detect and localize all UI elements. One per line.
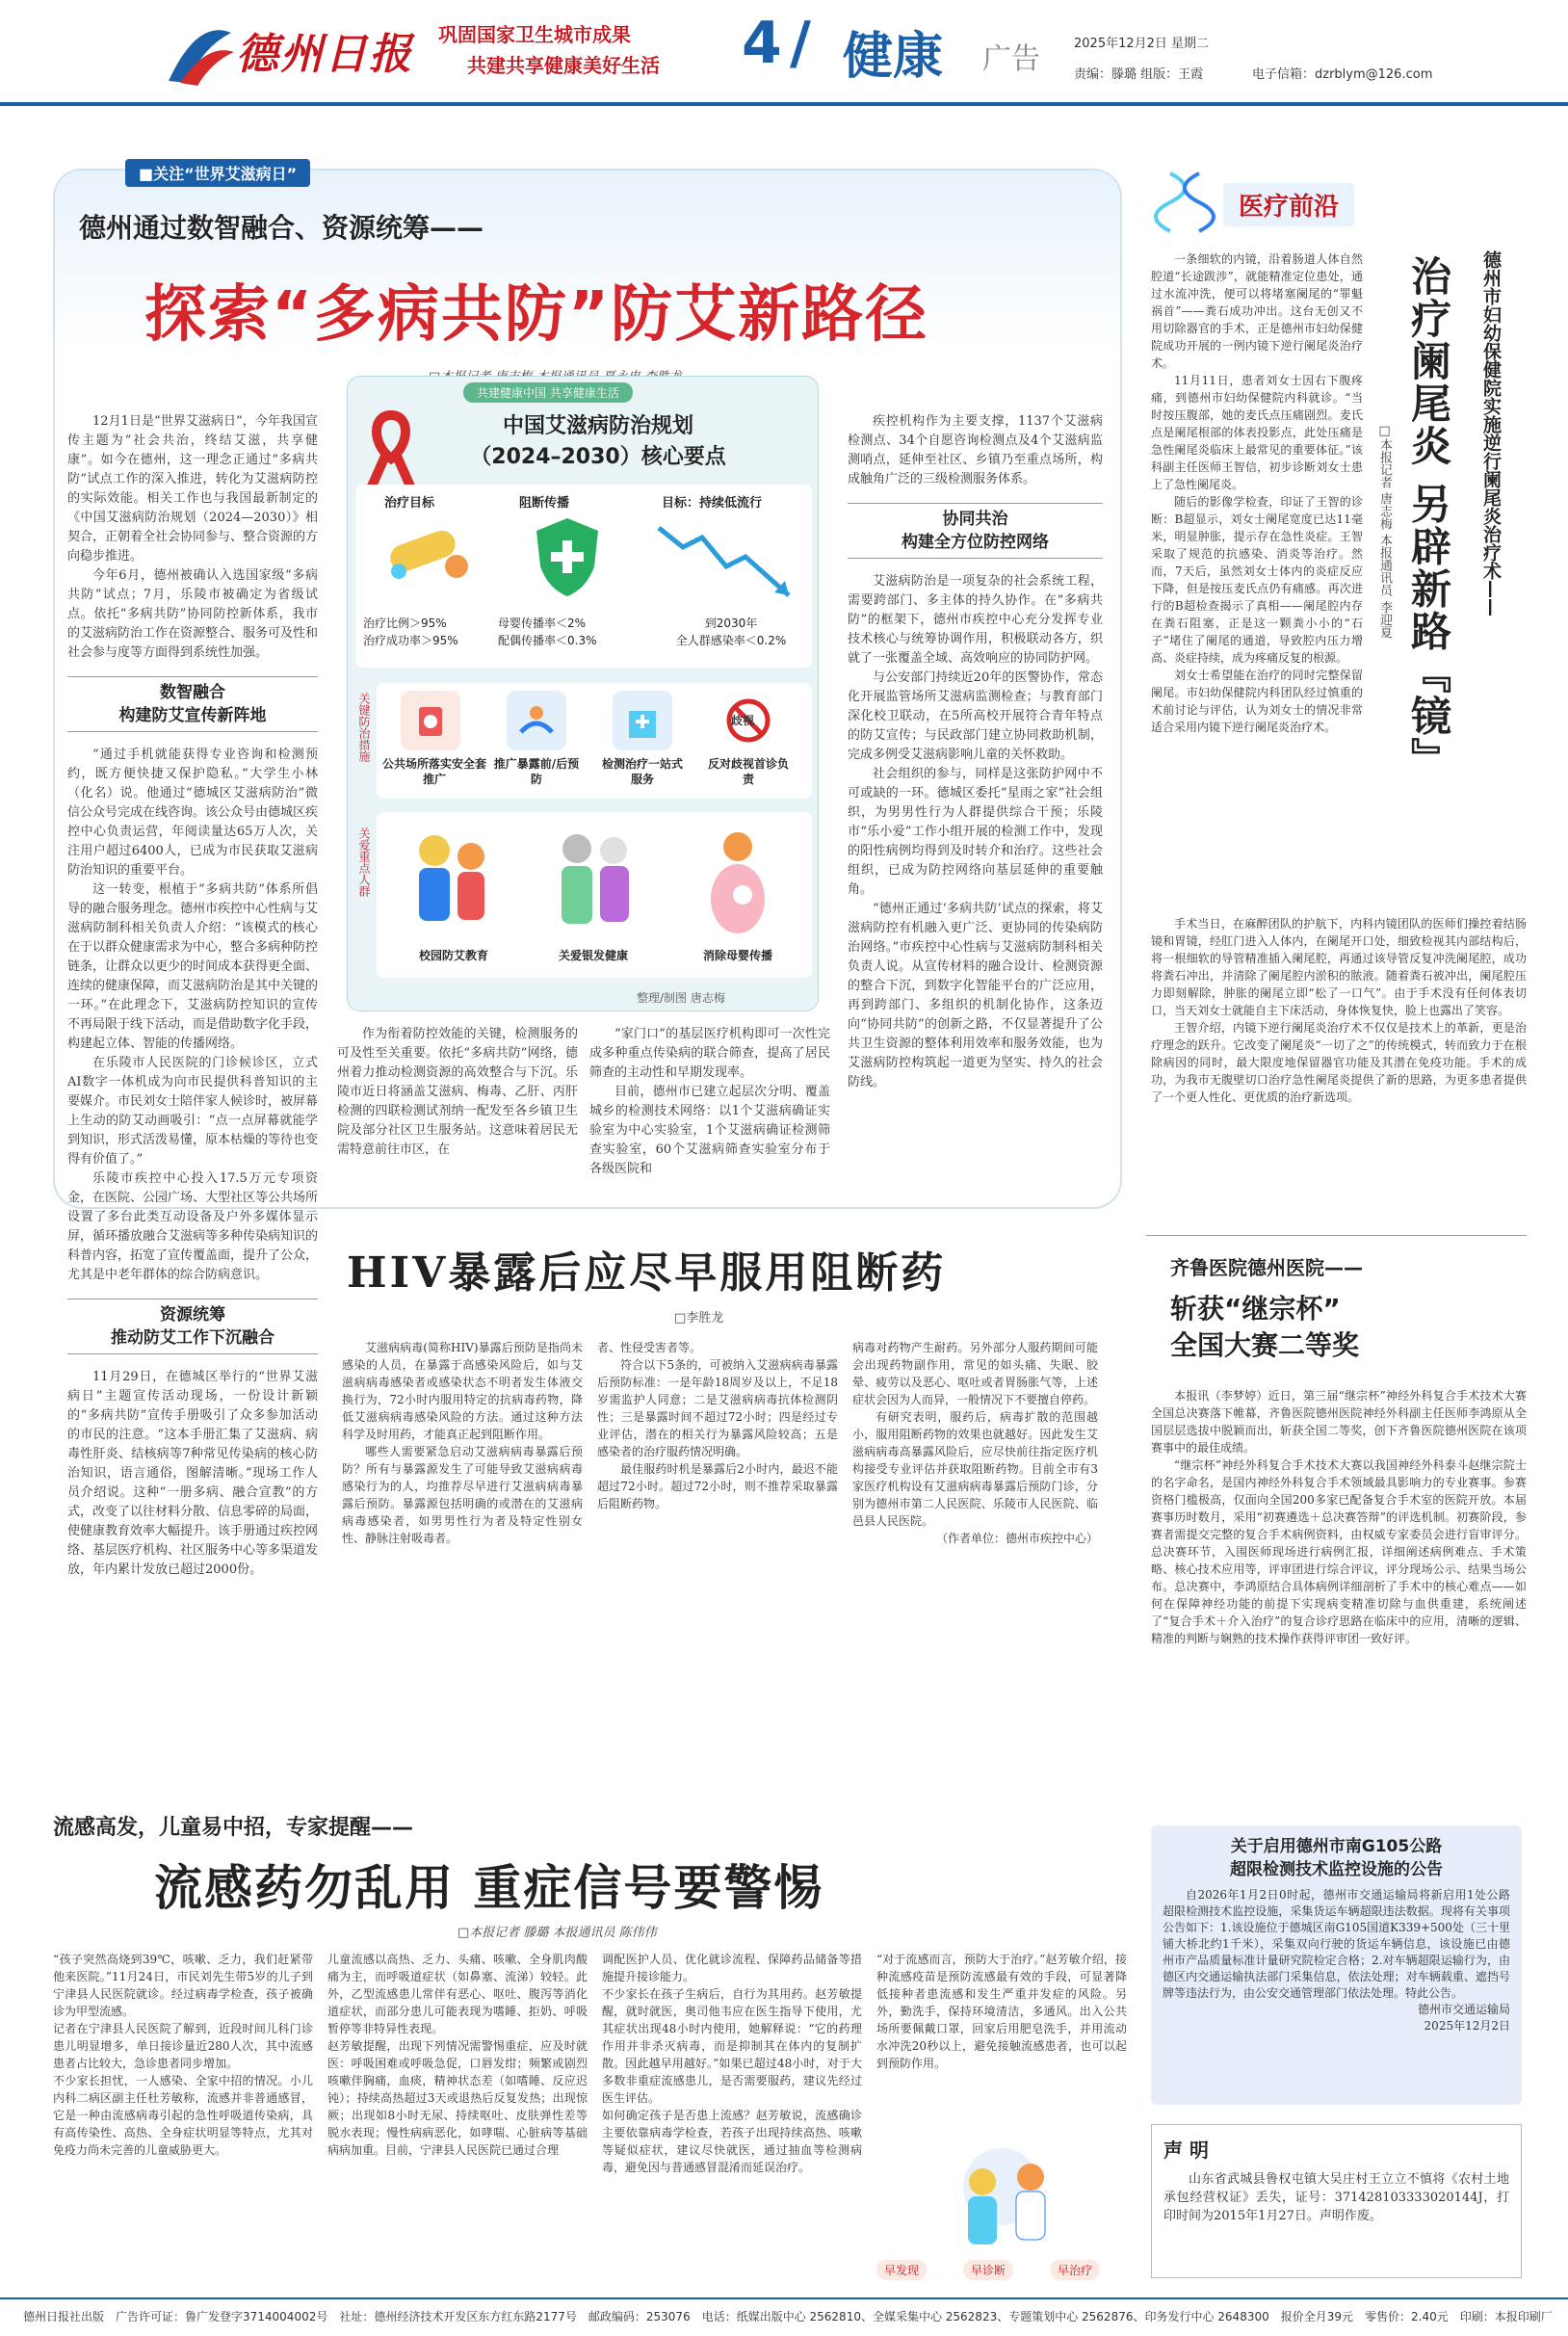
measures-card (377, 683, 812, 799)
paragraph: “家门口”的基层医疗机构即可一次性完成多种重点传染病的联合筛查，提高了居民筛查的主动性和早期发现率。 (589, 1027, 830, 1080)
trend-down-icon (654, 513, 798, 605)
notice-date: 2025年12月2日 (1424, 2019, 1510, 2033)
paragraph: 本报讯（李梦婷）近日，第三届“继宗杯”神经外科复合手术技术大赛全国总决赛落下帷幕，齐鲁医院德州医院神经外科副主任医师李鸿原从全国层层选拔中脱颖而出，斩获全国二等奖，创下齐鲁医院德州医院在该项赛事中的最佳成绩。 (1151, 1389, 1527, 1455)
paragraph: 艾滋病病毒(简称HIV)暴露后预防是指尚未感染的人员，在暴露于高感染风险后，如与艾滋病病毒感染者或感染状态不明者发生体液交换行为，72小时内服用特定的抗病毒药物，降低艾滋病病毒感染风险的方法。通过这种方法科学及时用药，才能真正起到阻断作用。 (342, 1341, 583, 1441)
flu-headline: 流感药勿乱用 重症信号要警惕 (154, 1860, 824, 1916)
paragraph: 今年6月，德州被确认入选国家级“多病共防”试点；7月，乐陵市被确定为省级试点。依托“多病共防”协同防控新体系，我市的艾滋病防治工作在资源整合、服务可及性和社会参与度等方面得到系统性加强。 (67, 568, 319, 660)
statement-body: 山东省武城县鲁权屯镇大吴庄村王立立不慎将《农村土地承包经营权证》丢失，证号：371428103333020144J，打印时间为2015年1月27日。声明作废。 (1163, 2172, 1509, 2223)
frontier-headline: 治疗阑尾炎 另辟新路『镜』 (1405, 255, 1452, 780)
editors: 责编：滕璐 组版：王霞 (1074, 67, 1204, 82)
footer: 德州日报社出版 广告许可证：鲁广发登字3714004002号 社址：德州经济技术开发区东方红东路2177号 邮政编码：253076 电话：纸媒出版中心 2562810、全媒采集中心 2562823、专题策划中心 2562876、印务发行中心 2648300 报价全月39元 零售价：2.40元 印刷：本报印刷厂 (0, 2297, 1568, 2336)
flu-col4 (876, 1951, 1127, 2072)
feature-col2 (337, 1025, 578, 1198)
paragraph: 病毒对药物产生耐药。另外部分人服药期间可能会出现药物副作用，常见的如头痛、失眠、胶晕、疲劳以及恶心、呕吐或者胃肠胀气等，上述症状会因为人而异，一般情况下不要擅自停药。 (852, 1341, 1098, 1406)
infographic-title: 中国艾滋病防治规划 （2024–2030）核心要点 (470, 414, 726, 469)
paragraph: 疾控机构作为主要支撑，1137个艾滋病检测点、34个自愿咨询检测点及4个艾滋病监测哨点，延伸至社区、乡镇乃至重点场所，构成触角广泛的三级检测服务体系。 (848, 414, 1103, 486)
slogan-2: 共建共享健康美好生活 (467, 54, 660, 77)
paragraph: 12月1日是“世界艾滋病日”，今年我国宣传主题为“社会共治，终结艾滋，共享健康”。如今在德州，这一理念正通过“多病共防”试点工作的深入推进，转化为艾滋病防控的实际效能。相关工作也与我国最新制定的《中国艾滋病防治规划（2024—2030）》相契合，正朝着全社会协同参与、整合资源的方向稳步推进。 (67, 414, 319, 564)
notice-box (1151, 1825, 1522, 2105)
masthead (0, 0, 1568, 106)
section-name: 健康 (843, 28, 944, 86)
condom-box-icon (401, 691, 460, 750)
students-illustration (396, 822, 502, 937)
paragraph: 11月11日，患者刘女士因右下腹疼痛，到德州市妇幼保健院内科就诊。“当时按压腹部，她的麦氏点压痛剧烈。麦氏点是阑尾根部的体表投影点，此处压痛是急性阑尾炎临床上最常见的重要体征。”该科副主任医师王智信，初步诊断刘女士患上了急性阑尾炎。 (1151, 374, 1363, 491)
paragraph: “对于流感而言，预防大于治疗。”赵芳敏介绍，接种流感疫苗是预防流感最有效的手段，可显著降低接种者患流感和发生严重并发症的风险。另外，勤洗手，保持环境清洁，多通风。出入公共场所要佩戴口罩，回家后用肥皂洗手，并用流动水冲洗20秒以上，避免接触流感患者，也可以起到预防作用。 (876, 1953, 1127, 2070)
care-label: 校园防艾教育 (418, 949, 488, 962)
mother-baby-illustration (685, 822, 791, 937)
paragraph: 儿童流感以高热、乏力、头痛、咳嗽、全身肌肉酸痛为主，而呼吸道症状（如鼻塞、流涕）较轻。此外，乙型流感患儿常伴有恶心、呕吐、腹泻等消化道症状，而部分患儿可能表现为嗜睡、拒奶、呼吸暂停等非特异性表现。 赵芳敏提醒，出现下列情况需警惕重症，应及时就医：呼吸困难或呼吸急促，口唇发绀；频繁或剧烈咳嗽伴胸痛，血痰，精神状态差（如嗜睡、反应迟钝）；持续高热超过3天或退热后反复发热；出现惊厥；出现如8小时无尿、持续呕吐、皮肤弹性差等脱水表现；慢性病病恶化，如哮喘、心脏病等基础病病加重。目前，宁津县人民医院已通过合理 (327, 1953, 588, 2157)
ad-label: 广告 (982, 42, 1040, 76)
hiv-col3 (852, 1339, 1098, 1547)
care-label: 消除母婴传播 (702, 949, 772, 962)
feature-col4 (848, 412, 1103, 1189)
flu-kicker: 流感高发，儿童易中招，专家提醒—— (53, 1816, 414, 1840)
dna-icon (1156, 169, 1214, 236)
goal-text: 治疗比例＞95% 治疗成功率＞95% (363, 617, 458, 647)
paragraph: 王智介绍，内镜下逆行阑尾炎治疗术不仅仅是技术上的革新，更是治疗理念的跃升。它改变了阑尾炎“一切了之”的传统模式，转而致力于在根除病因的同时，最大限度地保留器官功能及其潜在免疫功能。手术的成功，为我市无腹壁切口治疗急性阑尾炎提供了新的思路，为更多患者提供了一个更人性化、更优质的治疗新选项。 (1151, 1021, 1527, 1104)
logo-icon (159, 13, 236, 91)
goal-text: 到2030年 全人群感染率＜0.2% (675, 617, 787, 647)
paragraph: “通过手机就能获得专业咨询和检测预约，既方便快捷又保护隐私。”大学生小林（化名）说。他通过“德城区艾滋病防治”微信公众号完成在线咨询。该公众号由德城区疾控中心负责运营，年阅读量达65万人次，关注用户超过6400人，已成为市民获取艾滋病防治知识的重要平台。 (67, 748, 319, 878)
paragraph: 社会组织的参与，同样是这张防护网中不可或缺的一环。德城区委托“星雨之家”社会组织，为男男性行为人群提供综合干预；乐陵市“乐小爱”工作小组开展的检测工作中，发现的阳性病例均得到及时转介和治疗。这些社会组织，已成为防控网络向基层延伸的重要触角。 (848, 767, 1103, 897)
flu-step: 早发现 (876, 2260, 927, 2280)
paragraph: 作为衔着防控效能的关键，检测服务的可及性至关重要。依托“多病共防”网络，德州着力推动检测资源的高效整合与下沉。乐陵市近日将涵盖艾滋病、梅毒、乙肝、丙肝检测的四联检测试剂纳一配发至各乡镇卫生院及部分社区卫生服务站。这意味着居民无需特意前往市区，在 (337, 1027, 578, 1157)
statement-title: 声 明 (1163, 2139, 1209, 2162)
hospital-icon (613, 691, 672, 750)
measure-label: 检测治疗一站式服务 (601, 757, 683, 786)
subheading: 协同共治 构建全方位防控网络 (848, 503, 1103, 559)
paragraph: 随后的影像学检查，印证了王智的诊断：B超显示，刘女士阑尾宽度已达11毫米，明显肿胀，提示存在急性炎症。王智采取了规范的抗感染、消炎等治疗。然而，7天后，虽然刘女士体内的炎症反应下降，但是按压麦氏点仍有痛感。再次进行的B超检查揭示了真相——阑尾腔内存在粪石阻塞，正是这一颗粪小小的“石子”堵住了阑尾的通道，导致腔内压力增高、炎症持续，成为疼痛反复的根源。 (1151, 495, 1363, 665)
paragraph: 符合以下5条的，可被纳入艾滋病病毒暴露后预防标准：一是年龄18周岁及以上，不足18岁需监护人同意；二是艾滋病病毒抗体检测阴性；三是暴露时间不超过72小时；四是经过专业评估，潜在的相关行为暴露风险较高；五是感染者的治疗服药情况明确。 (597, 1358, 838, 1458)
goal-label: 治疗目标 (384, 496, 435, 511)
slash: / (790, 10, 811, 77)
feature-col3 (589, 1025, 830, 1198)
paragraph: 最佳服药时机是暴露后2小时内，最迟不能超过72小时。超过72小时，则不推荐采取暴露后阻断药物。 (597, 1462, 838, 1510)
qilu-headline: 斩获“继宗杯” 全国大赛二等奖 (1170, 1293, 1360, 1361)
paragraph: 与公安部门持续近20年的医警协作，常态化开展监管场所艾滋病监测检查；与教育部门深化校卫联动，在5所高校开展符合青年特点的防艾宣传；与民政部门建立协同救助机制，完成多例受艾滋病影响儿童的关怀救助。 (848, 670, 1103, 762)
paragraph: 目前，德州市已建立起层次分明、覆盖城乡的检测技术网络：以1个艾滋病确证实验室为中心实验室，1个艾滋病确证检测筛查实验室，60个艾滋病筛查实验室分布于各级医院和 (589, 1085, 830, 1176)
feature-col1 (67, 412, 319, 1577)
hands-icon (507, 691, 566, 750)
goal-label: 目标：持续低流行 (662, 496, 763, 511)
notice-body: 自2026年1月2日0时起，德州市交通运输局将新启用1处公路超限检测技术监控设施，采集货运车辆超限违法数据。现将有关事项公告如下：1.该设施位于德城区南G105国道K339+500处（三十里铺大桥北约1千米），采集双向行驶的货运车辆信息，该设施已由德州市产品质量标准计量研究院检定合格；2.对车辆超限运输行为，由德区内交通运输执法部门采集信息，依法处理；对车辆载重、遮挡号牌等违法行为，由公安交通管理部门依法处理。特此公告。 (1163, 1888, 1510, 2000)
paragraph: 在乐陵市人民医院的门诊候诊区，立式AI数字一体机成为向市民提供科普知识的主要媒介。市民刘女士陪伴家人候诊时，被屏幕上生动的防艾动画吸引：“点一点屏幕就能学到知识，形式活泼易懂，原本枯燥的等待也变得有价值了。” (67, 1056, 319, 1167)
measure-label: 反对歧视首诊负责 (707, 757, 789, 786)
divider (1146, 1235, 1527, 1236)
flu-col3 (602, 1951, 862, 2176)
care-label: 关爱银发健康 (558, 949, 628, 962)
paragraph: 艾滋病防治是一项复杂的社会系统工程，需要跨部门、多主体的持久协作。在“多病共防”的框架下，德州市疾控中心充分发挥专业技术核心与统筹协调作用，积极联动各方，织就了一张覆盖全域、高效响应的协同防护网。 (848, 574, 1103, 666)
side-label-care: 关爱重点人群 (357, 827, 371, 897)
statement-box (1151, 2124, 1522, 2278)
measure-label: 推广暴露前/后预防 (493, 757, 580, 786)
paragraph: “孩子突然高烧到39℃，咳嗽、乏力，我们赶紧带他来医院。”11月24日，市民刘先生带5岁的儿子到宁津县人民医院就诊。经过病毒学检查，孩子被确诊为甲型流感。 记者在宁津县人民医院了解到，近段时间儿科门诊患儿明显增多，单日接诊量近280人次，其中流感患者占比较大，急诊患者同步增加。 不少家长担忧，一人感染、全家中招的情况。小儿内科二病区副主任杜芳敏称，流感并非普通感冒，它是一种由流感病毒引起的急性呼吸道传染病，具有高传染性、高热、全身症状明显等特点，尤其对免疫力尚未完善的儿童威胁更大。 (53, 1953, 313, 2157)
paragraph: 有研究表明，服药后，病毒扩散的范围越小，服用阻断药物的效果也就越好。因此发生艾滋病病毒高暴露风险后，应尽快前往指定医疗机构接受专业评估并获取阻断药物。目前全市有3家医疗机构设有艾滋病病毒暴露后预防门诊，分别为德州市第二人民医院、乐陵市人民医院、临邑县人民医院。 (852, 1410, 1098, 1528)
infographic-top-label: 共建健康中国 共享健康生活 (463, 382, 633, 403)
frontier-kicker: 德州市妇幼保健院实施逆行阑尾炎治疗术—— (1480, 250, 1502, 617)
notice-title: 关于启用德州市南G105公路 超限检测技术监控设施的公告 (1230, 1837, 1443, 1879)
feature-headline: 探索“多病共防”防艾新路径 (144, 279, 929, 351)
care-card (377, 812, 812, 978)
goals-card (355, 485, 812, 668)
feature-tag: ■关注“世界艾滋病日” (125, 159, 310, 187)
paragraph: 11月29日，在德城区举行的“世界艾滋病日”主题宣传活动现场，一份设计新颖的“多病共防”宣传手册吸引了众多参加活动的市民的注意。“这本手册汇集了艾滋病、病毒性肝炎、结核病等7种常见传染病的核心防治知识，语言通俗，图解清晰。”现场工作人员介绍说。这种“一册多病、融合宣教”的方式，改变了以往材料分散、信息零碎的局面，使健康教育效率大幅提升。该手册通过疾控网络、基层医疗机构、社区服务中心等多渠道发放，年内累计发放已超过2000份。 (67, 1370, 319, 1577)
feature-kicker: 德州通过数智融合、资源统筹—— (79, 212, 484, 244)
paragraph: 哪些人需要紧急启动艾滋病病毒暴露后预防？所有与暴露源发生了可能导致艾滋病病毒感染行为的人，均推荐尽早进行艾滋病病毒暴露后预防。暴露源包括明确的或潜在的艾滋病病毒感染者，如男男性行为者及特定性别女性、静脉注射吸毒者。 (342, 1445, 583, 1545)
paragraph: 刘女士希望能在治疗的同时完整保留阑尾。市妇幼保健院内科团队经过慎重的术前讨论与评估，认为刘女士的情况非常适合采用内镜下逆行阑尾炎治疗术。 (1151, 669, 1363, 734)
flu-step: 早诊断 (963, 2260, 1013, 2280)
measure-label: 公共场所落实安全套推广 (381, 757, 486, 786)
hiv-byline: □李胜龙 (674, 1311, 724, 1325)
paragraph: “继宗杯”神经外科复合手术技术大赛以我国神经外科泰斗赵继宗院士的名字命名，是国内神经外科复合手术领域最具影响力的专业赛事。参赛资格门槛极高，仅面向全国200多家已配备复合手术室的医院开放。本届赛事历时数月，采用“初赛遴选＋总决赛答辩”的评选机制。初赛阶段，参赛者需提交完整的复合手术病例资料，由权威专家委员会进行盲审评分。总决赛环节，入围医师现场进行病例汇报，详细阐述病例难点、手术策略、核心技术应用等，评审团进行综合评议，评分现场公示、结果当场公布。总决赛中，李鸿原结合具体病例详细剖析了手术中的核心难点——如何在保障神经功能的前提下实现病变精准切除与血供重建，系统阐述了“复合手术＋介入治疗”的复合诊疗思路在临床中的应用，清晰的逻辑、精准的判断与娴熟的技术操作获得评审团一致好评。 (1151, 1458, 1527, 1645)
paragraph: 一条细软的内镜，沿着肠道人体自然腔道“长途跋涉”，就能精准定位患处，通过水流冲洗，便可以将堵塞阑尾的“罪魁祸首”——粪石成功冲出。这台无创又不用切除器官的手术，正是德州市妇幼保健院成功开展的一例内镜下逆行阑尾炎治疗术。 (1151, 252, 1363, 370)
slogan-1: 巩固国家卫生城市成果 (438, 23, 631, 46)
shield-icon (529, 513, 606, 600)
issue-date: 2025年12月2日 星期二 (1074, 37, 1210, 51)
elderly-illustration (540, 822, 646, 937)
frontier-byline: □本报记者 唐志梅 本报通讯员 李迎夏 (1377, 424, 1392, 639)
pill-icon (379, 518, 476, 586)
goal-text: 母婴传播率＜2% 配偶传播率＜0.3% (498, 617, 597, 647)
ban-sign-text: 歧视 (731, 714, 755, 727)
flu-byline: □本报记者 滕璐 本报通讯员 陈伟伟 (457, 1926, 657, 1940)
subheading: 数智融合 构建防艾宣传新阵地 (67, 676, 318, 732)
frontier-col-b (1151, 915, 1527, 1106)
paragraph: 这一转变，根植于“多病共防”体系所倡导的融合服务理念。德州市疾控中心性病与艾滋病防制科相关负责人介绍：“该模式的核心在于以群众健康需求为中心，整合多病种防控链条，让群众以更少的时间成本获得更全面、连续的健康保障，而艾滋病防治是其中关键的一环。”在此理念下，艾滋病防控知识的宣传不再局限于线下活动，而是借助数字化手段，构建起立体、智能的传播网络。 (67, 882, 319, 1051)
infographic-credit: 整理/制图 唐志梅 (637, 991, 725, 1005)
notice-org: 德州市交通运输局 (1417, 2003, 1510, 2016)
flu-col1 (53, 1951, 313, 2159)
frontier-col-a (1151, 250, 1363, 736)
hiv-col2 (597, 1339, 838, 1512)
credit: （作者单位：德州市疾控中心） (935, 1532, 1098, 1545)
flu-step: 早治疗 (1050, 2260, 1100, 2280)
side-label-measures: 关键防治措施 (357, 693, 371, 762)
hiv-headline: HIV暴露后应尽早服用阻断药 (347, 1248, 947, 1298)
paragraph: 者、性侵受害者等。 (597, 1341, 702, 1354)
qilu-body (1151, 1387, 1527, 1647)
qilu-kicker: 齐鲁医院德州医院—— (1170, 1256, 1363, 1279)
infographic (347, 376, 819, 1011)
goal-label: 阻断传播 (519, 496, 570, 511)
page-number: 4 (742, 10, 782, 77)
flu-col2 (327, 1951, 588, 2159)
paragraph: 手术当日，在麻醉团队的护航下，内科内镜团队的医师们操控着结肠镜和胃镜，经肛门进入人体内，在阑尾开口处，细致检视其内部结构后，将一根细软的导管精准插入阑尾腔，再通过该导管反复冲洗阑尾腔，成功将粪石冲出，并清除了阑尾腔内淤积的脓液。随着粪石被冲出，阑尾腔压力即刻解除，肿胀的阑尾立即“松了一口气”。由于手术没有任何体表切口，当天刘女士就能自主下床活动，身体恢复快，脸上也露出了笑容。 (1151, 917, 1527, 1017)
paragraph: 乐陵市疾控中心投入17.5万元专项资金，在医院、公园广场、大型社区等公共场所设置了多台此类互动设备及户外多媒体显示屏，循环播放融合艾滋病等多种传染病知识的科普内容，拓宽了宣传覆盖面，提升了公众，尤其是中老年群体的综合防病意识。 (67, 1171, 319, 1282)
paragraph: 调配医护人员、优化就诊流程、保障药品储备等措施提升接诊能力。 不少家长在孩子生病后，自行为其用药。赵芳敏提醒，就时就医，奥司他韦应在医生指导下使用，尤其症状出现48小时内使用，她解释说：“它的药理作用并非杀灭病毒，而是抑制其在体内的复制扩散。因此越早用越好。”如果已超过48小时，对于大多数非重症流感患儿，是否需要服药，建议先经过医生评估。 如何确定孩子是否患上流感？赵芳敏说，流感确诊主要依靠病毒学检查，若孩子出现持续高热、咳嗽等疑似症状，建议尽快就医，通过抽血等检测病毒，避免因与普通感冒混淆而延误治疗。 (602, 1953, 862, 2174)
email: 电子信箱：dzrblym@126.com (1252, 67, 1433, 82)
subheading: 资源统筹 推动防艾工作下沉融合 (67, 1299, 318, 1354)
paragraph: “德州正通过‘多病共防’试点的探索，将艾滋病防控有机融入更广泛、更协同的传染病防治网络。”市疾控中心性病与艾滋病防制科相关负责人说。从宣传材料的融合设计、检测资源的整合下沉，到数字化智能平台的广泛应用，再到跨部门、多组织的机制化协作，这条迈向“协同共防”的创新之路，不仅显著提升了公共卫生资源的整体利用效率和服务效能，也为艾滋病防控构筑起一道更为坚实、持久的社会防线。 (848, 902, 1103, 1089)
paper-name: 德州日报 (236, 30, 413, 79)
frontier-tag: 医疗前沿 (1223, 183, 1354, 226)
hiv-col1 (342, 1339, 583, 1547)
